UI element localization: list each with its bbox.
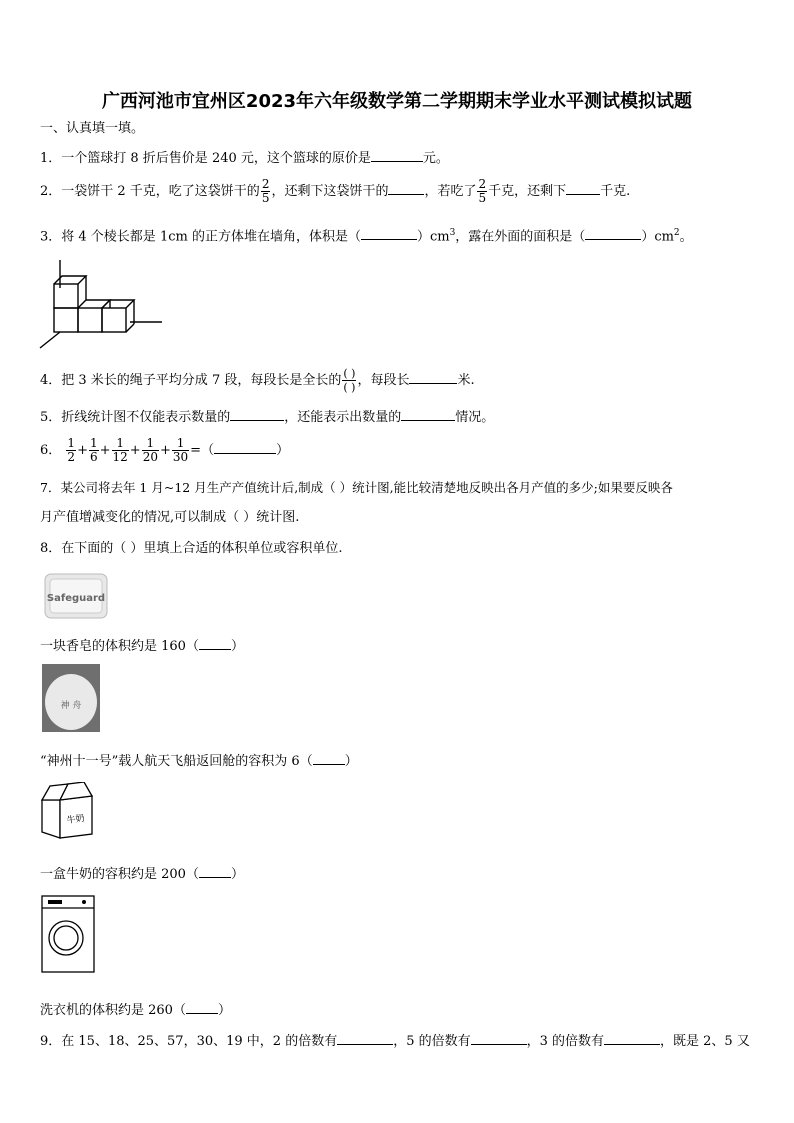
question-4-text-a: 4．把 3 米长的绳子平均分成 7 段，每段长是全长的 xyxy=(40,373,342,388)
question-7-line-1: 7．某公司将去年 1 月~12 月生产产值统计后,制成（ ）统计图,能比较清楚地反映出各月产值的多少;如果要反映各 xyxy=(40,480,673,495)
fraction: $\frac{1}{30}$ xyxy=(172,436,189,464)
answer-blank[interactable] xyxy=(585,226,641,240)
question-1 xyxy=(40,148,449,167)
question-4 xyxy=(40,367,475,394)
question-3-text-e: 。 xyxy=(679,229,693,245)
milk-label-text: 牛奶 xyxy=(66,813,86,827)
question-9: 9．在 15、18、25、57，30、19 中，2 的倍数有 ，5 的倍数有 ，3 的倍数有 ，既是 2、5 又 xyxy=(40,1031,750,1050)
fraction: $\frac{1}{6}$ xyxy=(89,436,98,464)
question-8: 8．在下面的（ ）里填上合适的体积单位或容积单位. xyxy=(40,541,343,556)
question-2 xyxy=(40,178,630,205)
question-6: 6． $\frac{1}{2}$ + $\frac{1}{6}$ + $\frac{1}{12}$ + $\frac{1}{20}$ + $\frac{1}{30}$ =（ ） xyxy=(40,436,290,464)
capsule-mark-text: 神 舟 xyxy=(60,701,82,711)
question-1-tail: 元。 xyxy=(422,151,449,166)
question-5-text-b: ，还能表示出数量的 xyxy=(284,410,402,425)
fraction: $\frac{2}{5}$ xyxy=(478,177,487,205)
answer-blank[interactable] xyxy=(230,407,284,421)
answer-blank[interactable] xyxy=(199,864,231,878)
question-3-text-c: ，露在外面的面积是（ xyxy=(455,229,586,245)
answer-blank[interactable] xyxy=(186,1000,218,1014)
capsule-question: “神州十一号”载人航天飞船返回舱的容积为 6（ ） xyxy=(40,751,358,770)
answer-blank[interactable] xyxy=(214,440,276,454)
answer-blank[interactable] xyxy=(471,1031,527,1045)
milk-carton-image xyxy=(38,782,96,840)
soap-image xyxy=(44,571,108,621)
question-2-text-a: 2．一袋饼干 2 千克，吃了这袋饼干的 xyxy=(40,184,260,199)
milk-question: 一盒牛奶的容积约是 200（ ） xyxy=(40,864,244,883)
answer-blank[interactable] xyxy=(409,370,457,384)
fraction: $\frac{( )}{( )}$ xyxy=(343,367,356,394)
question-3: 3．将 4 个棱长都是 1cm 的正方体堆在墙角，体积是（ ）$cm^3$，露在外面的面积是（ ）$cm^2$。 xyxy=(40,228,693,245)
question-5-text-c: 情况。 xyxy=(455,410,495,425)
soap-brand-text: Safeguard xyxy=(46,593,106,604)
question-2-text-b: ，还剩下这袋饼干的 xyxy=(271,184,389,199)
answer-blank[interactable] xyxy=(361,226,417,240)
answer-blank[interactable] xyxy=(313,751,345,765)
question-1-text: 1．一个篮球打 8 折后售价是 240 元，这个篮球的原价是 xyxy=(40,151,371,166)
question-3-text-a: 3．将 4 个棱长都是 1cm 的正方体堆在墙角，体积是（ xyxy=(40,229,361,245)
fraction: $\frac{1}{12}$ xyxy=(112,436,128,464)
answer-blank[interactable] xyxy=(371,148,423,162)
question-2-text-e: 千克. xyxy=(600,184,631,199)
fraction: $\frac{2}{5}$ xyxy=(261,177,270,205)
page-title: 广西河池市宜州区2023年六年级数学第二学期期末学业水平测试模拟试题 xyxy=(101,91,693,112)
question-5-text-a: 5．折线统计图不仅能表示数量的 xyxy=(40,410,231,425)
capsule-image xyxy=(42,664,100,732)
answer-blank[interactable] xyxy=(604,1031,660,1045)
fraction: $\frac{1}{2}$ xyxy=(67,436,76,464)
question-4-text-c: 米. xyxy=(457,373,475,388)
question-3-text-d: ）cm xyxy=(641,229,674,245)
answer-blank[interactable] xyxy=(199,636,231,650)
washer-question: 洗衣机的体积约是 260（ ） xyxy=(40,1000,231,1019)
question-5 xyxy=(40,407,494,426)
answer-blank[interactable] xyxy=(566,181,600,195)
answer-blank[interactable] xyxy=(401,407,455,421)
cube-stack-figure xyxy=(38,258,166,350)
question-2-text-c: ，若吃了 xyxy=(424,184,477,199)
answer-blank[interactable] xyxy=(337,1031,393,1045)
question-3-text-b: ）cm xyxy=(416,229,450,245)
section-heading: 一、认真填一填。 xyxy=(40,121,145,136)
question-2-text-d: 千克，还剩下 xyxy=(488,184,567,199)
soap-question: 一块香皂的体积约是 160（ ） xyxy=(40,636,244,655)
answer-blank[interactable] xyxy=(388,181,424,195)
question-4-text-b: ，每段长 xyxy=(357,373,410,388)
question-7-line-2: 月产值增减变化的情况,可以制成（ ）统计图. xyxy=(40,510,300,525)
fraction: $\frac{1}{20}$ xyxy=(142,436,158,464)
washing-machine-image xyxy=(40,894,96,974)
